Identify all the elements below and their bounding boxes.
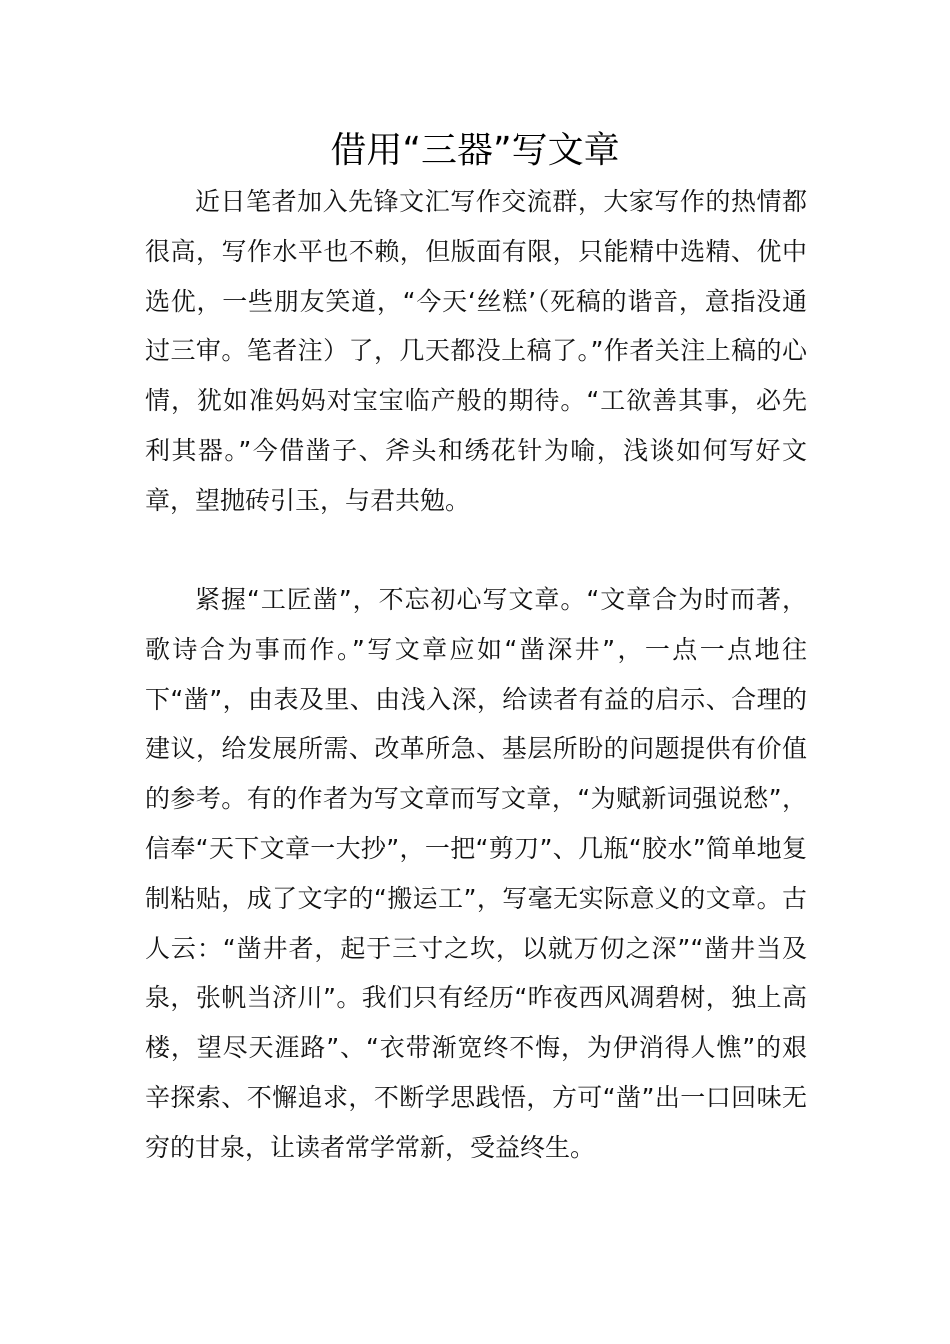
paragraph-intro: 近日笔者加入先锋文汇写作交流群，大家写作的热情都很高，写作水平也不赖，但版面有限，只能精中选精、优中选优，一些朋友笑道，“今天‘丝糕’（死稿的谐音，意指没通过三审。笔者注）了，几天都没上稿了。”作者关注上稿的心情，犹如准妈妈对宝宝临产般的期待。“工欲善其事，必先利其器。”今借凿子、斧头和绣花针为喻，浅谈如何写好文章，望抛砖引玉，与君共勉。 (145, 187, 807, 515)
document-title: 借用“三器”写文章 (330, 130, 620, 171)
paragraph-chisel: 紧握“工匠凿”，不忘初心写文章。“文章合为时而著，歌诗合为事而作。”写文章应如“凿深井”，一点一点地往下“凿”，由表及里、由浅入深，给读者有益的启示、合理的建议，给发展所需、改革所急、基层所盼的问题提供有价值的参考。有的作者为写文章而写文章，“为赋新词强说愁”，信奉“天下文章一大抄”，一把“剪刀”、几瓶“胶水”简单地复制粘贴，成了文字的“搬运工”，写毫无实际意义的文章。古人云：“凿井者，起于三寸之坎，以就万仞之深”“凿井当及泉，张帆当济川”。我们只有经历“昨夜西风凋碧树，独上高楼，望尽天涯路”、“衣带渐宽终不悔，为伊消得人憔”的艰辛探索、不懈追求，不断学思践悟，方可“凿”出一口回味无穷的甘泉，让读者常学常新，受益终生。 (145, 585, 807, 1162)
